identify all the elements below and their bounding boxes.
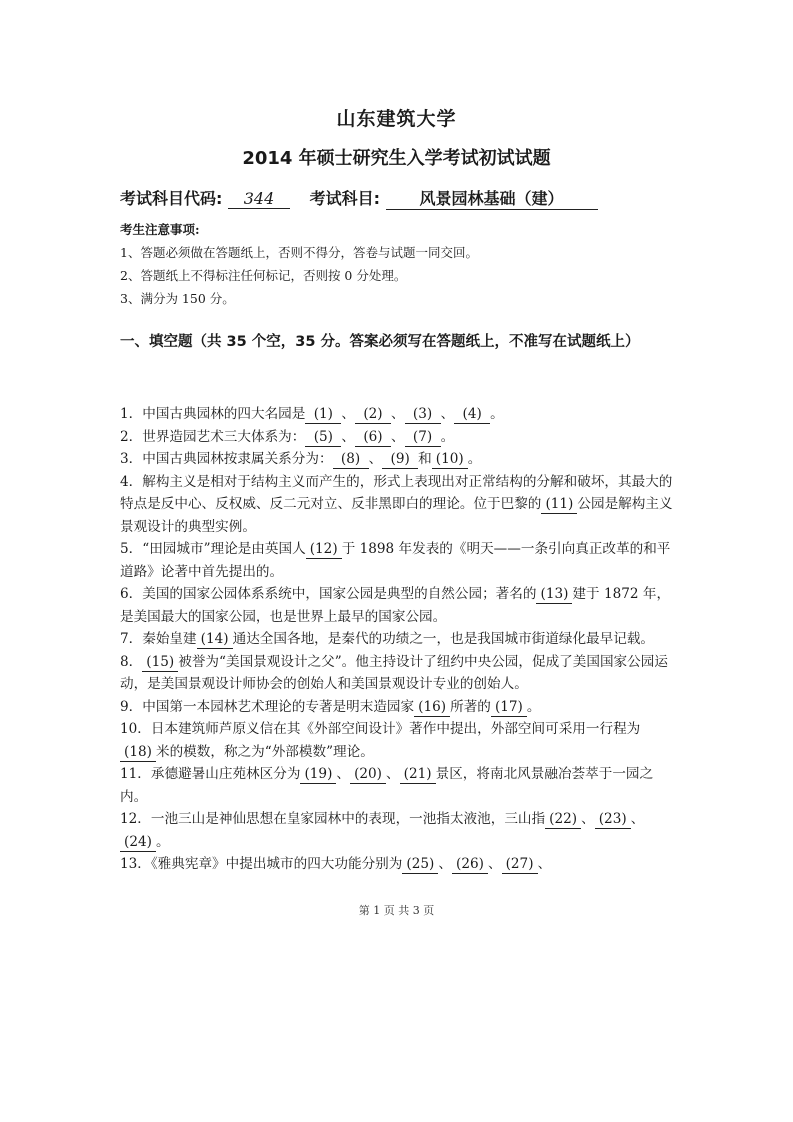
answer-blank: (4) — [454, 406, 490, 424]
exam-title: 2014 年硕士研究生入学考试初试试题 — [242, 148, 551, 169]
answer-blank: (16) — [414, 699, 450, 717]
answer-blank: (5) — [305, 429, 341, 447]
note-item: 2、答题纸上不得标注任何标记，否则按 0 分处理。 — [120, 268, 407, 283]
question-4: 4．解构主义是相对于结构主义而产生的，形式上表现出对正常结构的分解和破坏，其最大的特点是反中心、反权威、反二元对立、反非黑即白的理论。位于巴黎的 (11) 公园是解构主义景观设计的典型实例。 — [120, 473, 673, 535]
question-12: 12．一池三山是神仙思想在皇家园林中的表现，一池指太液池，三山指 (22) 、 (23) 、(24) 。 — [120, 811, 645, 850]
question-9: 9．中国第一本园林艺术理论的专著是明末造园家 (16) 所著的 (17) 。 — [120, 698, 541, 715]
answer-blank: (1) — [305, 406, 341, 424]
answer-blank: (10) — [432, 451, 468, 469]
university-title: 山东建筑大学 — [336, 108, 457, 130]
answer-blank: (15) — [142, 654, 178, 672]
question-13: 13．《雅典宪章》中提出城市的四大功能分别为 (25) 、 (26) 、 (27) 、 — [120, 856, 552, 872]
answer-blank: (8) — [333, 451, 369, 469]
answer-blank: (27) — [502, 856, 538, 874]
answer-blank: (2) — [355, 406, 391, 424]
answer-blank: (3) — [405, 406, 441, 424]
question-list — [120, 403, 675, 876]
question-6: 6．美国的国家公园体系系统中，国家公园是典型的自然公园；著名的 (13) 建于 1872 年，是美国最大的国家公园，也是世界上最早的国家公园。 — [120, 586, 671, 625]
answer-blank: (18) — [120, 744, 156, 762]
section-heading: 一、填空题（共 35 个空，35 分。答案必须写在答题纸上，不准写在试题纸上） — [120, 334, 640, 350]
answer-blank: (25) — [402, 856, 438, 874]
question-3: 3．中国古典园林按隶属关系分为： (8) 、 (9) 和 (10) 。 — [120, 451, 482, 467]
answer-blank: (23) — [595, 811, 631, 829]
answer-blank: (17) — [491, 699, 527, 717]
question-2: 2．世界造园艺术三大体系为： (5) 、 (6) 、 (7) 。 — [120, 428, 455, 445]
question-1: 1．中国古典园林的四大名园是 (1) 、 (2) 、 (3) 、 (4) 。 — [120, 406, 504, 422]
question-7: 7．秦始皇建 (14) 通达全国各地，是秦代的功绩之一，也是我国城市街道绿化最早记载。 — [120, 631, 655, 647]
note-item: 1、答题必须做在答题纸上，否则不得分，答卷与试题一同交回。 — [120, 245, 478, 260]
answer-blank: (11) — [541, 496, 577, 514]
question-10: 10．日本建筑师芦原义信在其《外部空间设计》著作中提出，外部空间可采用一行程为(18) 米的模数，称之为“外部模数”理论。 — [120, 721, 641, 760]
subject-name: 风景园林基础（建） — [386, 186, 598, 210]
answer-blank: (7) — [405, 429, 441, 447]
question-11: 11．承德避暑山庄苑林区分为 (19) 、 (20) 、 (21) 景区，将南北风景融冶荟萃于一园之内。 — [120, 766, 654, 805]
question-8: 8． (15) 被誉为“美国景观设计之父”。他主持设计了纽约中央公园，促成了美国国家公园运动，是美国景观设计师协会的创始人和美国景观设计专业的创始人。 — [120, 653, 668, 692]
answer-blank: (14) — [197, 631, 233, 649]
answer-blank: (13) — [536, 586, 572, 604]
page-number: 第 1 页 共 3 页 — [358, 904, 435, 917]
note-item: 3、满分为 150 分。 — [120, 291, 235, 306]
candidate-notes — [120, 218, 478, 310]
question-5: 5．“田园城市”理论是由英国人 (12) 于 1898 年发表的《明天——一条引向真正改革的和平道路》论著中首先提出的。 — [120, 541, 671, 580]
answer-blank: (20) — [350, 766, 386, 784]
answer-blank: (9) — [382, 451, 418, 469]
answer-blank: (21) — [400, 766, 436, 784]
answer-blank: (19) — [300, 766, 336, 784]
answer-blank: (24) — [120, 834, 156, 852]
notes-heading: 考生注意事项: — [120, 222, 200, 237]
subject-code: 344 — [228, 189, 290, 209]
answer-blank: (6) — [355, 429, 391, 447]
subject-line — [120, 186, 598, 210]
answer-blank: (22) — [545, 811, 581, 829]
answer-blank: (12) — [306, 541, 342, 559]
answer-blank: (26) — [452, 856, 488, 874]
subject-name-label: 考试科目: — [309, 189, 380, 208]
subject-code-label: 考试科目代码: — [120, 189, 223, 208]
